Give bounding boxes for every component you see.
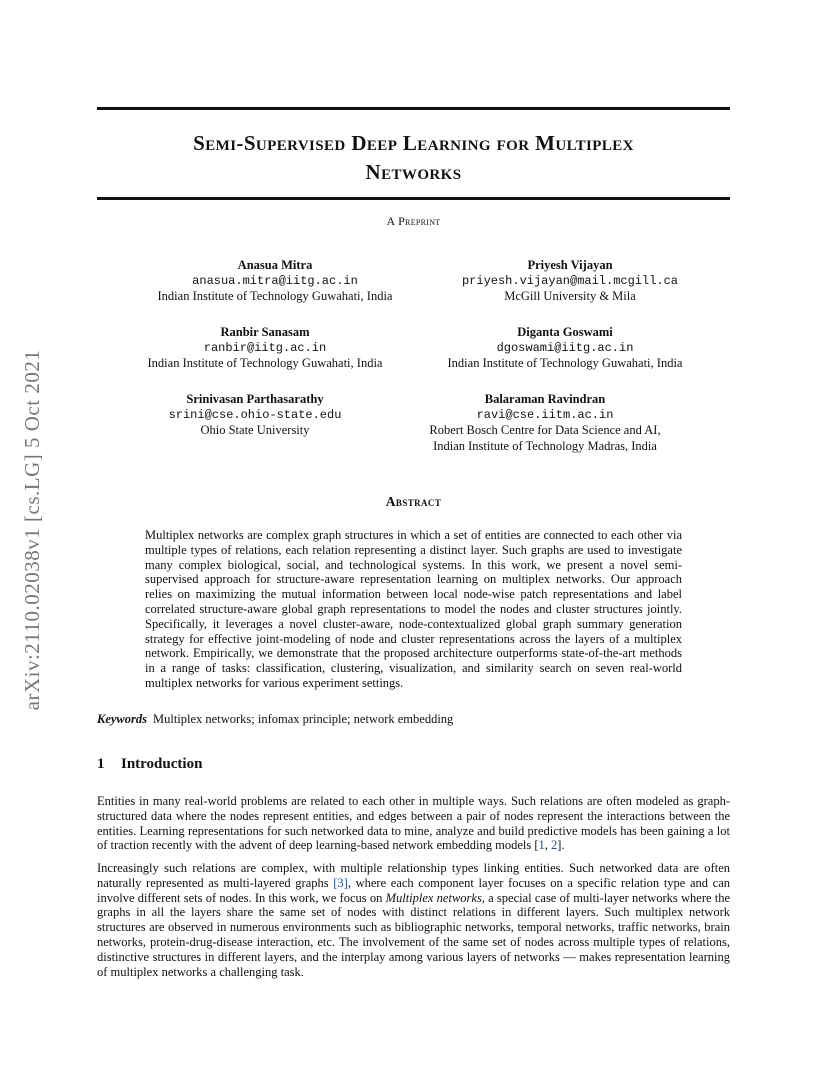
author-block (130, 392, 380, 439)
body-paragraph (97, 794, 730, 853)
citation-separator: , (544, 838, 552, 853)
title-line-2: Networks (365, 160, 462, 184)
author-affiliation: Ohio State University (200, 423, 310, 437)
citation-bracket-close: ] (557, 838, 562, 853)
author-affiliation-line-2: Indian Institute of Technology Madras, India (433, 438, 657, 453)
body-paragraph (97, 861, 730, 979)
abstract-text: Multiplex networks are complex graph structures in which a set of entities are connected to each other via multiple types of relations, each relation representing a distinct layer. Such graphs are used to investigate many complex biological, social, and technological systems. In this work, we present a novel semi-supervised approach for structure-aware representation learning on multiplex networks. Our approach relies on maximizing the mutual information between local node-wise patch representations and label correlated structure-aware global graph representations to model the nodes and cluster structures jointly. Specifically, it leverages a novel cluster-aware, node-contextualized global graph summary generation strategy for effective joint-modeling of node and cluster representations across the layers of a multiplex network. Empirically, we demonstrate that the proposed architecture outperforms state-of-the-art methods in a range of tasks: classification, clustering, visualization, and similarity search on seven real-world multiplex networks for various experiment settings. (145, 528, 682, 690)
author-name: Ranbir Sanasam (220, 325, 310, 339)
author-email[interactable]: anasua.mitra@iitg.ac.in (192, 273, 358, 288)
author-name: Priyesh Vijayan (527, 258, 613, 272)
abstract-heading: Abstract (385, 494, 442, 509)
author-block (120, 325, 410, 372)
citation-bracket-open: [ (534, 838, 539, 853)
section-heading (97, 756, 202, 773)
title-line-1: Semi-Supervised Deep Learning for Multiplex (193, 131, 634, 155)
author-block (415, 325, 715, 372)
author-name: Diganta Goswami (517, 325, 613, 339)
citation-link[interactable]: [3] (333, 875, 348, 890)
citation-link[interactable]: 1 (538, 838, 545, 853)
keywords-label: Keywords (97, 712, 147, 726)
author-affiliation: McGill University & Mila (504, 289, 636, 303)
arxiv-identifier-stamp: arXiv:2110.02038v1 [cs.LG] 5 Oct 2021 (20, 349, 44, 711)
paragraph-end: . (561, 838, 565, 853)
author-email[interactable]: priyesh.vijayan@mail.mcgill.ca (461, 273, 679, 288)
paragraph-text: Increasingly such relations are complex, with multiple relationship types linking entities. Such networked data are often naturally represented as multi-layered graphs (97, 861, 730, 890)
paragraph-text: Entities in many real-world problems are related to each other in multiple ways. Such relations are often modeled as graph-structured data where the nodes represent entities, and edges between a pair of nodes represent the interactions between the entities. Learning representations for such networked data to mine, analyze and build predictive models has been gaining a lot of traction recently with the advent of deep learning-based network embedding models (97, 794, 730, 853)
paragraph-text: , where each component layer focuses on a specific relation type and can involve different sets of nodes. In this work, we focus on (97, 875, 730, 905)
author-email[interactable]: ranbir@iitg.ac.in (203, 340, 327, 355)
section-number: 1 (97, 756, 105, 772)
author-affiliation: Indian Institute of Technology Guwahati, India (447, 356, 683, 370)
author-affiliation: Indian Institute of Technology Guwahati, India (157, 289, 393, 303)
preprint-label: A Preprint (386, 214, 441, 228)
author-affiliation: Robert Bosch Centre for Data Science and AI, (429, 423, 661, 437)
keywords-text: Multiplex networks; infomax principle; network embedding (153, 712, 454, 726)
author-email[interactable]: dgoswami@iitg.ac.in (496, 340, 634, 355)
author-affiliation: Indian Institute of Technology Guwahati, India (147, 356, 383, 370)
author-name: Srinivasan Parthasarathy (186, 392, 324, 406)
author-name: Balaraman Ravindran (484, 392, 606, 406)
title-bottom-rule (97, 197, 730, 200)
author-email[interactable]: ravi@cse.iitm.ac.in (476, 407, 614, 422)
citation-link[interactable]: 2 (551, 838, 558, 853)
paragraph-text: , a special case of multi-layer networks where the graphs in all the layers share the same set of nodes with distinct relations in different layers. Such multiplex network structures are observed in numerous environments such as bibliographic networks, temporal networks, traffic networks, brain networks, protein-drug-disease interaction, etc. The involvement of the same set of nodes across multiple types of relations, distinctive structures in different layers, and the interplay among various layers of networks — makes representation learning of multiplex networks a challenging task. (97, 890, 731, 979)
emphasized-term: Multiplex networks (385, 890, 482, 905)
keywords-line (97, 712, 730, 727)
section-title: Introduction (121, 756, 203, 772)
author-email[interactable]: srini@cse.ohio-state.edu (168, 407, 342, 422)
author-block (420, 258, 720, 305)
author-block (395, 392, 695, 454)
title-top-rule (97, 107, 730, 110)
author-block (130, 258, 420, 305)
paper-title (97, 129, 730, 187)
author-name: Anasua Mitra (237, 258, 313, 272)
